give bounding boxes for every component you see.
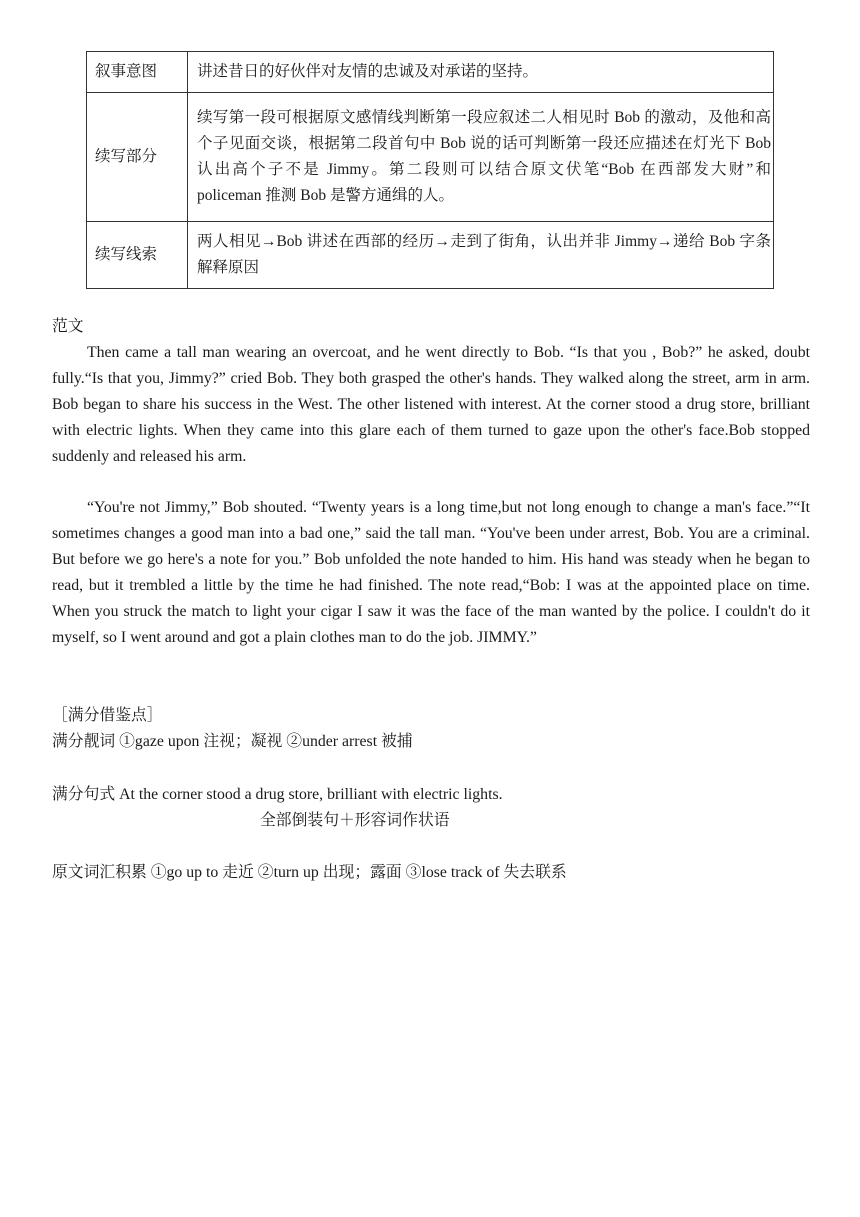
- essay-paragraph-1: Then came a tall man wearing an overcoat, and he went directly to Bob. “Is that you , Bob?” he asked, doubt fully.“Is that you, Jimmy?” cried Bob. They both grasped the other's hands. They walked along the street, arm in arm. Bob began to share his success in the West. The other listened with interest. At the corner stood a drug store, brilliant with electric lights. When they came into this glare each of them turned to gaze upon the other's face.Bob stopped suddenly and released his arm.: [52, 344, 810, 465]
- highlight-words: 满分靓词 ①gaze upon 注视；凝视 ②under arrest 被捕: [52, 733, 413, 750]
- table-row: [87, 222, 774, 289]
- row-label: 续写线索: [87, 222, 188, 289]
- highlight-sentence: 满分句式 At the corner stood a drug store, brilliant with electric lights.: [52, 786, 503, 803]
- highlights-section: [52, 703, 810, 755]
- model-essay: [52, 314, 810, 470]
- row-content: 两人相见→Bob 讲述在西部的经历→走到了街角，认出并非 Jimmy→递给 Bob 字条解释原因: [188, 222, 774, 289]
- model-essay-continued: [52, 495, 810, 651]
- highlights-heading: ［满分借鉴点］: [52, 707, 163, 724]
- vocabulary-line: 原文词汇积累 ①go up to 走近 ②turn up 出现；露面 ③lose track of 失去联系: [52, 864, 567, 881]
- table-row: [87, 93, 774, 222]
- vocabulary-block: [52, 860, 810, 886]
- essay-heading: 范文: [52, 318, 84, 335]
- writing-guide-table: [86, 51, 774, 289]
- essay-paragraph-2: “You're not Jimmy,” Bob shouted. “Twenty years is a long time,but not long enough to change a man's face.”“It sometimes changes a good man into a bad one,” said the tall man. “You've been under arrest, Bob. You are a criminal. But before we go here's a note for you.” Bob unfolded the note handed to him. His hand was steady when he began to read, but it trembled a little by the time he had finished. The note read,“Bob: I was at the appointed place on time. When you struck the match to light your cigar I saw it was the face of the man wanted by the police. I couldn't do it myself, so I went around and got a plain clothes man to do the job. JIMMY.”: [52, 499, 810, 646]
- row-label: 续写部分: [87, 93, 188, 222]
- row-content: 讲述昔日的好伙伴对友情的忠诚及对承诺的坚持。: [188, 52, 774, 93]
- table-row: [87, 52, 774, 93]
- row-content: 续写第一段可根据原文感情线判断第一段应叙述二人相见时 Bob 的激动，及他和高个子见面交谈，根据第二段首句中 Bob 说的话可判断第一段还应描述在灯光下 Bob 认出高个子不是 Jimmy。第二段则可以结合原文伏笔“Bob 在西部发大财”和 policeman 推测 Bob 是警方通缉的人。: [188, 93, 774, 222]
- row-label: 叙事意图: [87, 52, 188, 93]
- highlight-sentence-note: 全部倒装句＋形容词作状语: [260, 812, 450, 829]
- highlight-sentence-block: [52, 782, 810, 808]
